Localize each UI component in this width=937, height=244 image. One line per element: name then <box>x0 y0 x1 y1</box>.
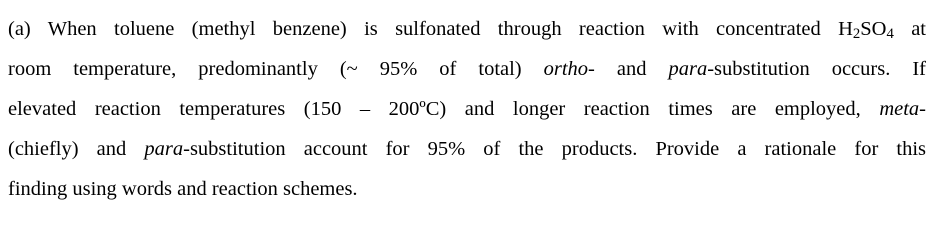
italic-term: ortho- <box>543 58 595 80</box>
text-run: elevated reaction temperatures (150 – 200ºC) and longer reaction times are employed, <box>8 98 880 120</box>
question-line <box>8 49 926 89</box>
question-line <box>8 129 926 169</box>
text-run: (a) When toluene (methyl benzene) is sulfonated through reaction with concentrated H <box>8 18 853 40</box>
question-line <box>8 89 926 129</box>
subscript-text: 2 <box>852 26 861 43</box>
question-line <box>8 169 926 209</box>
text-run: at <box>893 18 927 40</box>
italic-term: para <box>668 58 708 80</box>
italic-term: para <box>144 138 184 160</box>
text-run: -substitution account for 95% of the products. Provide a rationale for this <box>183 138 926 160</box>
subscript-text: 4 <box>886 26 894 43</box>
text-run: finding using words and reaction schemes. <box>8 178 358 200</box>
text-run: -substitution occurs. If <box>707 58 926 80</box>
question-text <box>8 9 926 209</box>
text-run: SO <box>860 18 887 40</box>
italic-term: meta- <box>879 98 926 120</box>
text-run: (chiefly) and <box>8 138 145 160</box>
text-run: room temperature, predominantly (~ 95% of total) <box>8 58 544 80</box>
text-run: and <box>594 58 669 80</box>
question-line <box>8 9 926 49</box>
